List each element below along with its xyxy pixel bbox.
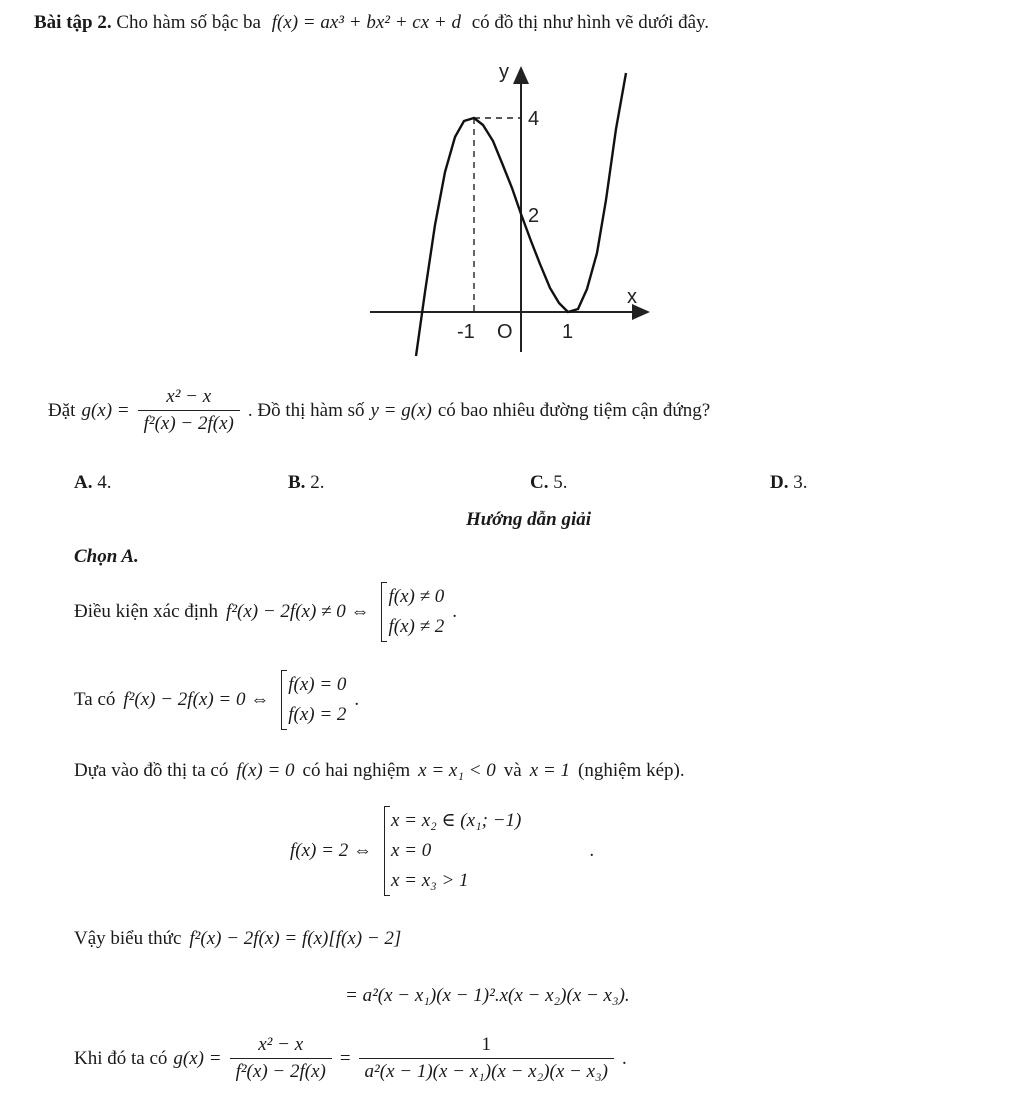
f-equals-2-line: f(x) = 2 ⇔ x = x₂ ∈ (x₁; −1) x = 0 x = x₃ > 1 . xyxy=(290,806,594,896)
question-prefix: Đặt xyxy=(48,399,76,421)
khi-num-1: x² − x xyxy=(258,1034,304,1055)
problem-text-tail: có đồ thị như hình vẽ dưới đây. xyxy=(471,12,710,33)
f2-brace xyxy=(384,806,521,896)
graph-expr-3: x = 1 xyxy=(529,760,570,781)
graph-expr-2: x = x₁ < 0 xyxy=(418,760,496,781)
vay-expr: f²(x) − 2f(x) = f(x)[f(x) − 2] xyxy=(189,928,402,949)
solution-heading: Hướng dẫn giải xyxy=(466,509,592,530)
khi-text: Khi đó ta có xyxy=(74,1047,168,1069)
khi-den-1: f²(x) − 2f(x) xyxy=(230,1058,332,1083)
origin-label: O xyxy=(497,321,513,343)
g-fraction xyxy=(138,386,240,435)
graph-text-1: Dựa vào đồ thị ta có xyxy=(74,760,229,781)
choice-d-value: 3. xyxy=(793,472,808,493)
question-suffix-2: có bao nhiêu đường tiệm cận đứng? xyxy=(437,399,711,421)
problem-label: Bài tập 2. xyxy=(34,12,112,33)
choice-b[interactable] xyxy=(288,472,324,494)
f2-case-1: x = x₂ ∈ (x₁; −1) xyxy=(390,810,522,831)
question xyxy=(48,386,710,435)
g-denominator: f²(x) − 2f(x) xyxy=(138,410,240,435)
taco-brace xyxy=(281,670,346,730)
condition-brace xyxy=(381,582,444,642)
taco-text: Ta có xyxy=(74,689,116,710)
taco-expr: f²(x) − 2f(x) = 0 ⇔ xyxy=(123,689,270,710)
x-axis-label: x xyxy=(627,286,637,308)
khi-line: Khi đó ta có g(x) = $\frac{\text{x² − x}}{\text{f²(x) − 2f(x)}}$ = $\frac{1}{\text{a²(x − 1)(x − x₁)(x − x₂)(x − x₃)}}$ . xyxy=(74,1034,627,1082)
graph-text-4: (nghiệm kép). xyxy=(578,760,685,781)
taco-line: Ta có f²(x) − 2f(x) = 0 ⇔ f(x) = 0 f(x) = 2 . xyxy=(74,670,359,730)
choice-b-letter: B. xyxy=(288,472,306,493)
tick-x-1: 1 xyxy=(562,321,574,343)
taco-case-1: f(x) = 0 xyxy=(288,674,347,695)
choice-c-value: 5. xyxy=(553,472,568,493)
khi-den-2: a²(x − 1)(x − x₁)(x − x₂)(x − x₃) xyxy=(359,1058,614,1083)
choice-a-letter: A. xyxy=(74,472,93,493)
problem-statement xyxy=(34,12,709,34)
vay-line xyxy=(74,928,401,950)
f2-lhs: f(x) = 2 ⇔ xyxy=(290,840,372,861)
khi-lhs: g(x) = xyxy=(173,1047,222,1069)
y-axis-label: y xyxy=(499,61,509,83)
khi-fraction-1 xyxy=(230,1034,332,1083)
khi-num-2: 1 xyxy=(481,1034,492,1055)
g-lhs: g(x) = xyxy=(81,399,130,421)
choice-a[interactable] xyxy=(74,472,111,494)
graph-reading-line xyxy=(74,760,685,782)
f2-case-3: x = x₃ > 1 xyxy=(390,870,469,891)
choice-a-value: 4. xyxy=(97,472,112,493)
choice-c-letter: C. xyxy=(530,472,549,493)
tick-x-neg1: -1 xyxy=(457,321,475,343)
choice-d-letter: D. xyxy=(770,472,789,493)
taco-case-2: f(x) = 2 xyxy=(288,704,347,725)
solution-answer: Chọn A. xyxy=(74,546,139,567)
graph-text-2: có hai nghiệm xyxy=(302,760,411,781)
choice-d[interactable] xyxy=(770,472,807,494)
vay-text: Vậy biểu thức xyxy=(74,928,182,949)
y-equation: y = g(x) xyxy=(370,399,432,421)
condition-line: Điều kiện xác định f²(x) − 2f(x) ≠ 0 ⇔ f(x) ≠ 0 f(x) ≠ 2 . xyxy=(74,582,457,642)
cubic-graph xyxy=(365,58,665,358)
condition-text: Điều kiện xác định xyxy=(74,601,219,622)
choice-c[interactable] xyxy=(530,472,567,494)
problem-text: Cho hàm số bậc ba xyxy=(116,12,261,33)
question-suffix-1: . Đồ thị hàm số xyxy=(247,399,365,421)
choice-b-value: 2. xyxy=(310,472,325,493)
condition-case-1: f(x) ≠ 0 xyxy=(388,586,445,607)
condition-expr: f²(x) − 2f(x) ≠ 0 ⇔ xyxy=(226,601,370,622)
tick-y-2: 2 xyxy=(528,205,540,227)
vay-expr-2: = a²(x − x₁)(x − 1)².x(x − x₂)(x − x₃). xyxy=(345,985,630,1006)
khi-fraction-2 xyxy=(359,1034,614,1083)
g-numerator: x² − x xyxy=(166,386,212,407)
tick-y-4: 4 xyxy=(528,108,540,130)
condition-case-2: f(x) ≠ 2 xyxy=(388,616,445,637)
khi-eq: = xyxy=(339,1047,351,1069)
graph-expr-1: f(x) = 0 xyxy=(236,760,295,781)
function-formula: f(x) = ax³ + bx² + cx + d xyxy=(271,12,461,33)
graph-text-3: và xyxy=(503,760,522,781)
f2-case-2: x = 0 xyxy=(390,840,432,861)
